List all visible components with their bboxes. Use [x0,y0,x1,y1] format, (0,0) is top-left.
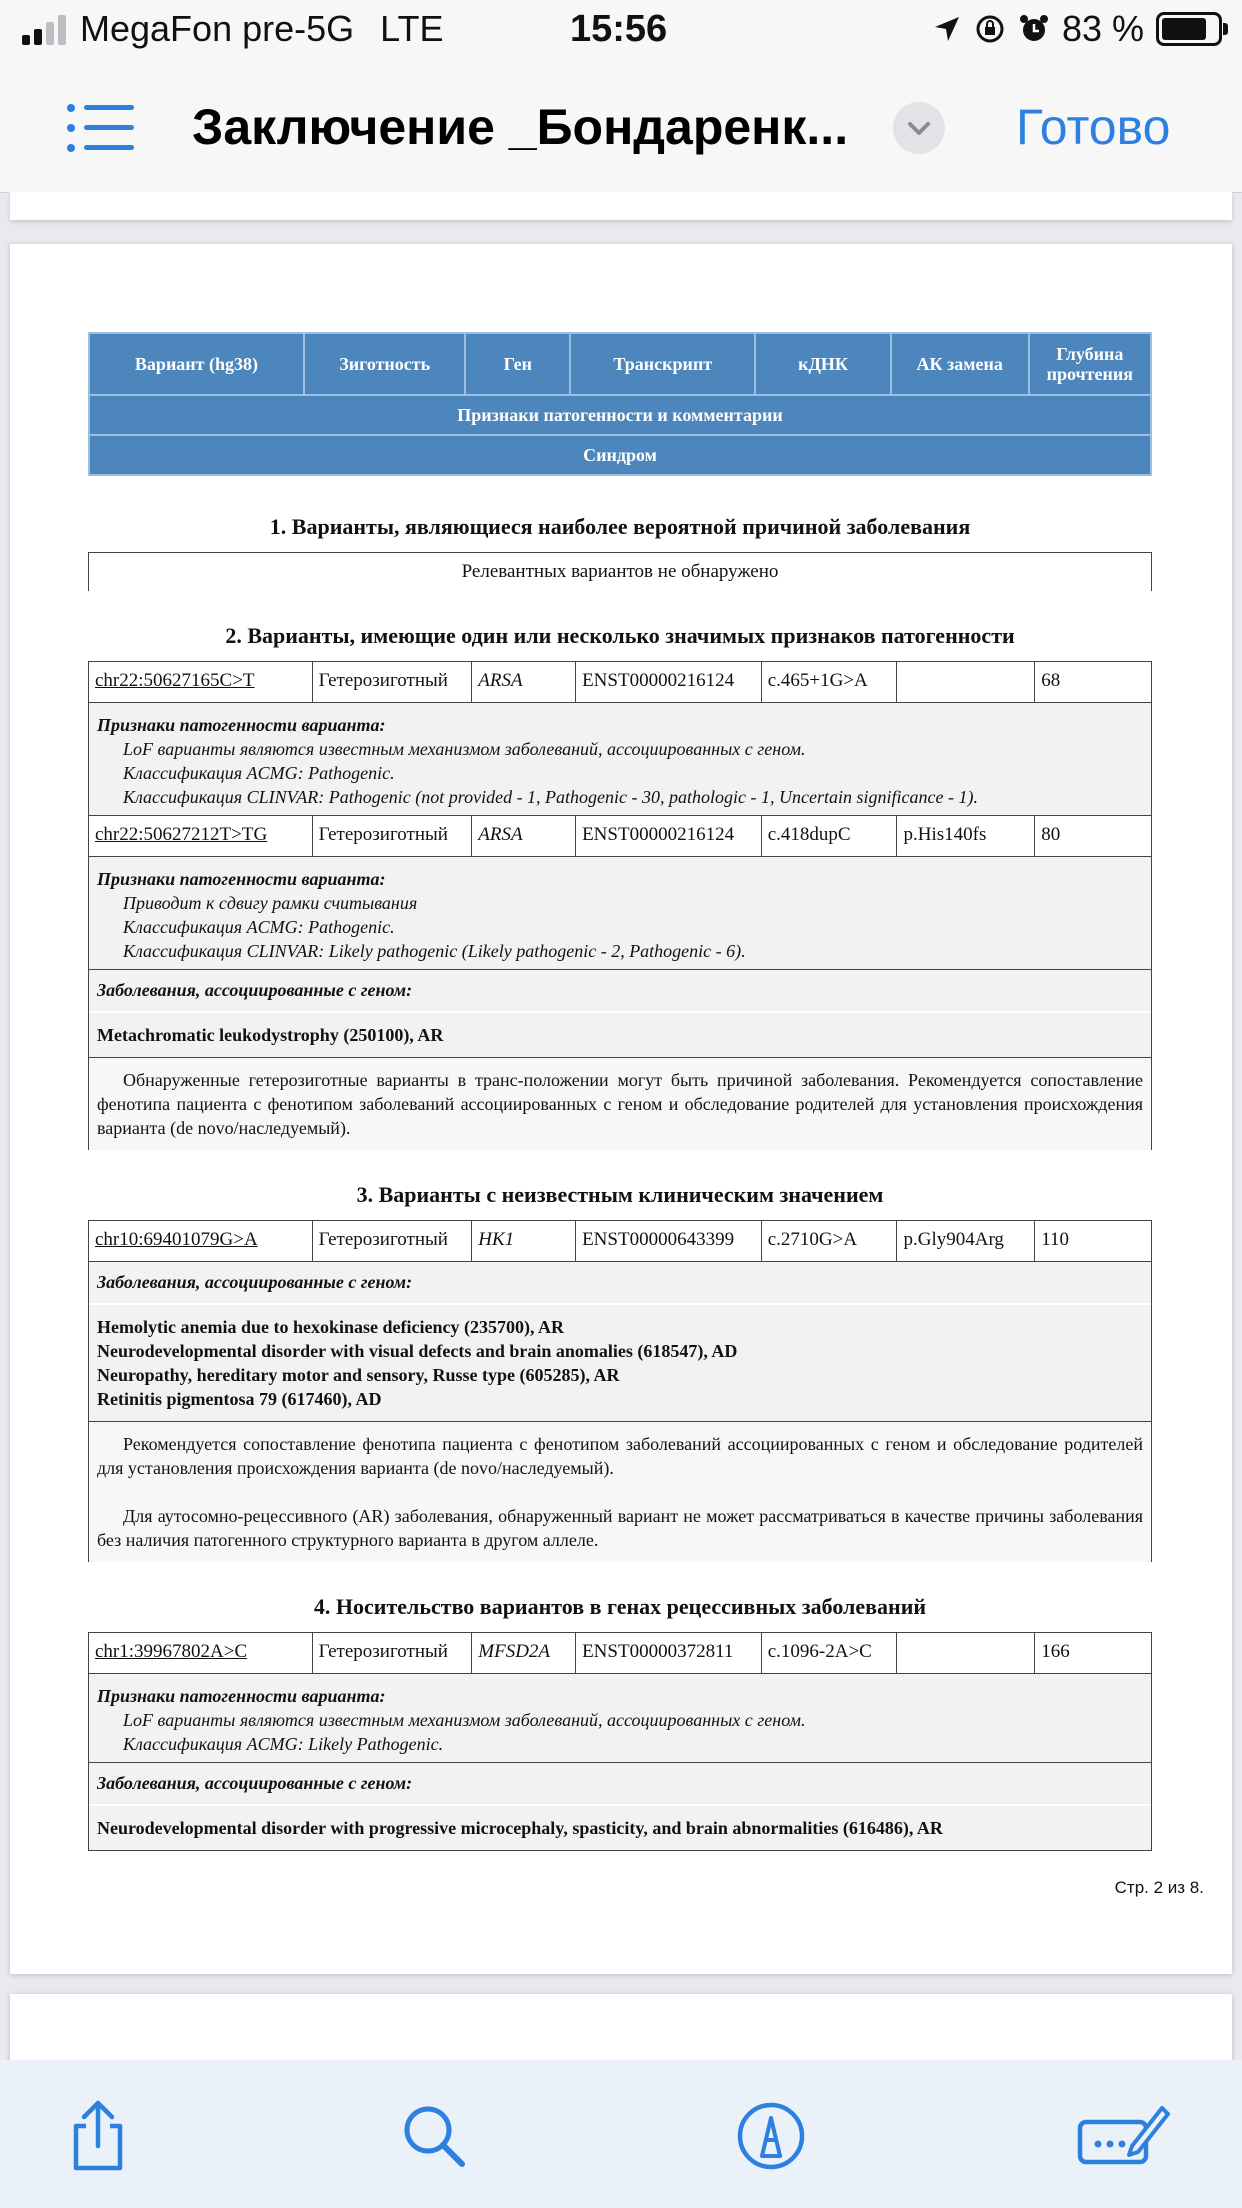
signature-icon[interactable] [1076,2100,1172,2172]
col-transcript: Транскрипт [570,333,755,395]
variant-link[interactable]: chr22:50627165C>T [89,662,313,702]
orientation-lock-icon [974,13,1006,45]
disease-item: Neurodevelopmental disorder with visual defects and brain anomalies (618547), AD [97,1341,738,1361]
gene: ARSA [472,816,576,856]
variant-link[interactable]: chr1:39967802A>C [89,1633,313,1673]
cdna: c.465+1G>A [762,662,898,702]
pathogenicity-notes [89,857,1151,970]
col-gene: Ген [465,333,570,395]
markup-pen-icon[interactable] [735,2100,807,2172]
notes-label: Признаки патогенности варианта: [97,869,386,889]
header-row-syndrome: Синдром [89,435,1151,475]
nav-bar [0,62,1242,193]
bottom-toolbar [0,2060,1242,2208]
transcript: ENST00000216124 [576,662,762,702]
depth: 80 [1041,824,1061,845]
note-line: Классификация ACMG: Pathogenic. [123,763,395,783]
carrier-name: MegaFon pre-5G [80,8,355,49]
variant-link[interactable]: chr10:69401079G>A [89,1221,313,1261]
status-left [22,8,444,50]
disease-item: Neurodevelopmental disorder with progressive microcephaly, spasticity, and brain abnormalities (616486), AR [97,1818,943,1838]
disease-item: Neuropathy, hereditary motor and sensory, Russe type (605285), AR [97,1365,620,1385]
aa-change: p.His140fs [897,816,1035,856]
clock: 15:56 [570,8,668,50]
gene: ARSA [472,662,576,702]
note-line: LoF варианты являются известным механизмом заболеваний, ассоциированных с геном. [123,1710,806,1730]
disease-list [89,1013,1151,1058]
search-icon[interactable] [398,2100,470,2172]
document-page [10,244,1232,1974]
recommendation [89,1058,1151,1150]
document-title: Заключение _Бондаренк... [192,99,849,155]
disease-item: Retinitis pigmentosa 79 (617460), AD [97,1389,382,1409]
zygosity: Гетерозиготный [313,1633,473,1673]
note-line: LoF варианты являются известным механизмом заболеваний, ассоциированных с геном. [123,739,806,759]
col-depth: Глубина прочтения [1029,333,1151,395]
transcript: ENST00000216124 [576,816,762,856]
section-1-title: 1. Варианты, являющиеся наиболее вероятной причиной заболевания [269,514,971,539]
note-line: Приводит к сдвигу рамки считывания [123,893,418,913]
cdna: c.1096-2A>C [762,1633,898,1673]
section-1-box [88,552,1152,591]
recommendation [89,1422,1151,1562]
done-button[interactable]: Готово [1016,99,1171,155]
page-number: Стр. 2 из 8. [1114,1878,1204,1897]
variant-row [89,662,1151,703]
header-row-signs: Признаки патогенности и комментарии [89,395,1151,435]
section-4-title: 4. Носительство вариантов в генах рецессивных заболеваний [313,1594,927,1619]
recommendation-text: Для аутосомно-рецессивного (AR) заболевания, обнаруженный вариант не может рассматриваться в качестве причины заболевания без наличия патогенного структурного варианта в другом аллеле. [97,1506,1143,1550]
note-line: Классификация ACMG: Pathogenic. [123,917,395,937]
recommendation-text: Обнаруженные гетерозиготные варианты в транс-положении могут быть причиной заболевания. Рекомендуется сопоставление фенотипа пациента с фенотипом заболеваний ассоциированных с геном и обследование родителей для установления происхождения варианта (de novo/наследуемый). [97,1070,1143,1138]
col-zygosity: Зиготность [304,333,465,395]
variant-row [89,816,1151,857]
col-aa-change: АК замена [891,333,1029,395]
diseases-label: Заболевания, ассоциированные с геном: [89,1763,1151,1806]
disease-item: Metachromatic leukodystrophy (250100), AR [97,1025,444,1045]
diseases-label: Заболевания, ассоциированные с геном: [89,970,1151,1013]
recommendation-text: Рекомендуется сопоставление фенотипа пациента с фенотипом заболеваний ассоциированных с геном и обследование родителей для установления происхождения варианта (de novo/наследуемый). [97,1434,1143,1478]
note-line: Классификация ACMG: Likely Pathogenic. [123,1734,444,1754]
aa-change: p.Gly904Arg [897,1221,1035,1261]
pathogenicity-notes [89,1674,1151,1763]
zygosity: Гетерозиготный [313,816,473,856]
transcript: ENST00000643399 [576,1221,762,1261]
battery-icon [1156,12,1222,46]
signal-icon [22,13,66,45]
note-line: Классификация CLINVAR: Likely pathogenic (Likely pathogenic - 2, Pathogenic - 6). [123,941,746,961]
col-cdna: кДНК [755,333,890,395]
document-content [88,332,1152,1851]
variant-row [89,1221,1151,1262]
chevron-down-icon [893,102,945,154]
aa-change [897,1633,1035,1673]
variant-row [89,1633,1151,1674]
section-3-box [88,1220,1152,1562]
section-2-box [88,661,1152,1150]
status-bar [0,0,1242,62]
no-variants-text: Релевантных вариантов не обнаружено [89,553,1151,591]
gene: MFSD2A [472,1633,576,1673]
transcript: ENST00000372811 [576,1633,762,1673]
cdna: c.418dupC [762,816,898,856]
pathogenicity-notes [89,703,1151,816]
column-header-table [88,332,1152,476]
diseases-label: Заболевания, ассоциированные с геном: [89,1262,1151,1305]
alarm-icon [1018,13,1050,45]
aa-change [897,662,1035,702]
battery-percent: 83 % [1061,8,1144,49]
share-icon[interactable] [62,2100,134,2172]
note-line: Классификация CLINVAR: Pathogenic (not provided - 1, Pathogenic - 30, pathologic - 1, Uncertain significance - 1). [123,787,978,807]
depth: 166 [1041,1641,1070,1662]
section-4-box [88,1632,1152,1851]
cdna: c.2710G>A [762,1221,898,1261]
disease-list [89,1806,1151,1850]
depth: 68 [1041,670,1061,691]
location-arrow-icon [932,14,962,44]
zygosity: Гетерозиготный [313,1221,473,1261]
title-menu-button[interactable] [893,102,945,154]
disease-item: Hemolytic anemia due to hexokinase deficiency (235700), AR [97,1317,564,1337]
col-variant: Вариант (hg38) [89,333,304,395]
section-3-title: 3. Варианты с неизвестным клиническим значением [356,1182,884,1207]
depth: 110 [1041,1229,1070,1250]
network-type: LTE [380,8,444,49]
list-icon[interactable] [66,102,134,154]
variant-link[interactable]: chr22:50627212T>TG [89,816,313,856]
notes-label: Признаки патогенности варианта: [97,715,386,735]
section-2-title: 2. Варианты, имеющие один или несколько значимых признаков патогенности [225,623,1015,648]
status-right [932,8,1222,50]
notes-label: Признаки патогенности варианта: [97,1686,386,1706]
disease-list [89,1305,1151,1422]
gene: HK1 [472,1221,576,1261]
zygosity: Гетерозиготный [313,662,473,702]
previous-page-edge [10,192,1232,220]
